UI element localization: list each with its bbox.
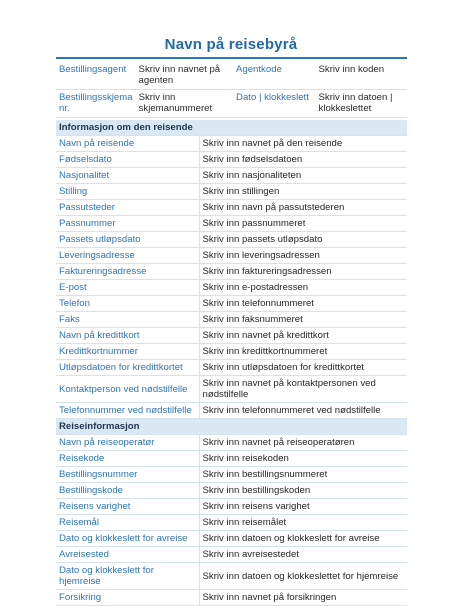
table-row [56, 328, 407, 344]
table-row [56, 152, 407, 168]
field-label: Bestillingskode [56, 483, 199, 499]
section-header [56, 120, 407, 136]
table-row [56, 376, 407, 403]
field-label: Dato og klokkeslett for hjemreise [56, 563, 199, 590]
table-row [56, 216, 407, 232]
document-title: Navn på reisebyrå [164, 36, 298, 53]
table-row [56, 547, 407, 563]
field-value[interactable]: Skriv inn reisekoden [199, 451, 407, 467]
booking-agent-value[interactable]: Skriv inn navnet på agenten [138, 64, 221, 86]
table-row [56, 264, 407, 280]
field-value[interactable]: Skriv inn faksnummeret [199, 312, 407, 328]
section-title: Reiseinformasjon [56, 419, 407, 435]
table-row [56, 467, 407, 483]
field-value[interactable]: Skriv inn telefonnummeret ved nødstilfelle [199, 403, 407, 419]
field-value[interactable]: Skriv inn datoen og klokkeslett for avreise [199, 531, 407, 547]
title-divider [56, 57, 407, 59]
table-row [56, 280, 407, 296]
field-value[interactable]: Skriv inn navnet på kontaktpersonen ved nødstilfelle [199, 376, 407, 403]
field-label: Nasjonalitet [56, 168, 199, 184]
field-value[interactable]: Skriv inn navnet på den reisende [199, 136, 407, 152]
table-row [56, 184, 407, 200]
field-label: Dato og klokkeslett for avreise [56, 531, 199, 547]
table-row [56, 451, 407, 467]
header-info-row [56, 90, 407, 118]
field-label: Bestillingsnummer [56, 467, 199, 483]
table-row [56, 499, 407, 515]
agent-code-value[interactable]: Skriv inn koden [318, 64, 385, 75]
field-label: Navn på reiseoperatør [56, 435, 199, 451]
field-value[interactable]: Skriv inn datoen og klokkeslettet for hjemreise [199, 563, 407, 590]
field-label: Passets utløpsdato [56, 232, 199, 248]
field-label: Navn på kredittkort [56, 328, 199, 344]
field-value[interactable]: Skriv inn passnummeret [199, 216, 407, 232]
field-value[interactable]: Skriv inn navn på passutstederen [199, 200, 407, 216]
field-value[interactable]: Skriv inn e-postadressen [199, 280, 407, 296]
field-label: Kredittkortnummer [56, 344, 199, 360]
field-label: Stilling [56, 184, 199, 200]
booking-form-number-label: Bestillingsskjema nr. [59, 92, 133, 114]
field-label: Faks [56, 312, 199, 328]
section-title: Informasjon om den reisende [56, 120, 407, 136]
field-value[interactable]: Skriv inn avreisestedet [199, 547, 407, 563]
field-label: Navn på reisende [56, 136, 199, 152]
date-time-label: Dato | klokkeslett [236, 92, 309, 103]
field-value[interactable]: Skriv inn leveringsadressen [199, 248, 407, 264]
table-row [56, 531, 407, 547]
header-info-grid [56, 62, 407, 118]
field-label: Kontaktperson ved nødstilfelle [56, 376, 199, 403]
table-row [56, 296, 407, 312]
field-value[interactable]: Skriv inn bestillingsnummeret [199, 467, 407, 483]
field-value[interactable]: Skriv inn reisemålet [199, 515, 407, 531]
field-label: Telefonnummer ved nødstilfelle [56, 403, 199, 419]
field-label: Leveringsadresse [56, 248, 199, 264]
booking-form-number-value[interactable]: Skriv inn skjemanummeret [138, 92, 213, 114]
field-label: Fødselsdato [56, 152, 199, 168]
field-value[interactable]: Skriv inn utløpsdatoen for kredittkortet [199, 360, 407, 376]
table-row [56, 563, 407, 590]
field-label: Passnummer [56, 216, 199, 232]
field-value[interactable]: Skriv inn passets utløpsdato [199, 232, 407, 248]
field-label: Reisemål [56, 515, 199, 531]
field-label: E-post [56, 280, 199, 296]
field-value[interactable]: Skriv inn bestillingskoden [199, 483, 407, 499]
field-label: Passutsteder [56, 200, 199, 216]
field-label: Forsikring [56, 590, 199, 606]
field-value[interactable]: Skriv inn faktureringsadressen [199, 264, 407, 280]
agent-code-label: Agentkode [235, 64, 282, 75]
date-time-value[interactable]: Skriv inn datoen | klokkeslettet [318, 92, 393, 114]
table-row [56, 200, 407, 216]
travel-info-table [56, 120, 407, 606]
field-value[interactable]: Skriv inn fødselsdatoen [199, 152, 407, 168]
field-label: Utløpsdatoen for kredittkortet [56, 360, 199, 376]
table-row [56, 312, 407, 328]
table-row [56, 248, 407, 264]
table-row [56, 515, 407, 531]
field-label: Telefon [56, 296, 199, 312]
table-row [56, 435, 407, 451]
field-value[interactable]: Skriv inn navnet på reiseoperatøren [199, 435, 407, 451]
table-row [56, 136, 407, 152]
table-row [56, 403, 407, 419]
field-label: Faktureringsadresse [56, 264, 199, 280]
field-value[interactable]: Skriv inn navnet på kredittkort [199, 328, 407, 344]
header-info-row [56, 62, 407, 90]
table-row [56, 168, 407, 184]
table-row [56, 483, 407, 499]
section-header [56, 419, 407, 435]
table-row [56, 232, 407, 248]
field-value[interactable]: Skriv inn stillingen [199, 184, 407, 200]
table-row [56, 360, 407, 376]
field-value[interactable]: Skriv inn nasjonaliteten [199, 168, 407, 184]
field-label: Reisens varighet [56, 499, 199, 515]
field-value[interactable]: Skriv inn navnet på forsikringen [199, 590, 407, 606]
field-value[interactable]: Skriv inn telefonnummeret [199, 296, 407, 312]
field-value[interactable]: Skriv inn kredittkortnummeret [199, 344, 407, 360]
field-value[interactable]: Skriv inn reisens varighet [199, 499, 407, 515]
booking-agent-label: Bestillingsagent [59, 64, 127, 75]
field-label: Avreisested [56, 547, 199, 563]
field-label: Reisekode [56, 451, 199, 467]
table-row [56, 344, 407, 360]
table-row [56, 590, 407, 606]
